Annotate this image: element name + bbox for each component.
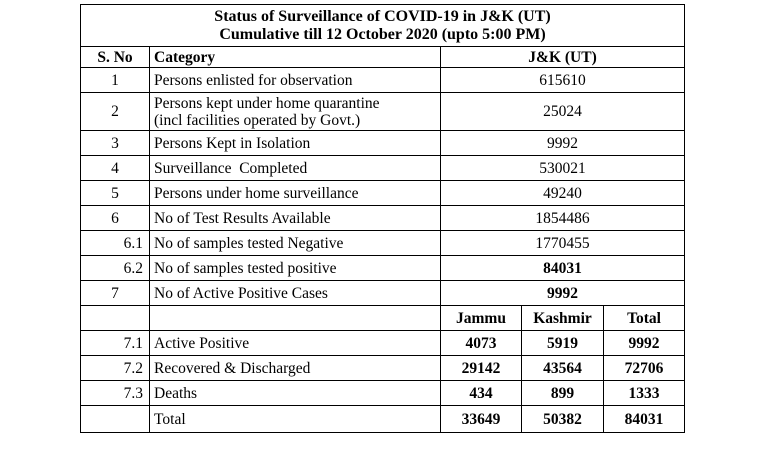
row-total: 1333 (604, 381, 685, 406)
row-sno: 1 (81, 68, 150, 93)
row-value: 9992 (441, 131, 685, 156)
row-value: 84031 (441, 256, 685, 281)
subheader-kashmir: Kashmir (522, 306, 604, 331)
subheader-jammu: Jammu (441, 306, 522, 331)
total-total: 84031 (604, 406, 685, 433)
table-row (81, 93, 685, 131)
row-category-line-1: Persons kept under home quarantine (154, 94, 380, 112)
table-row (81, 156, 685, 181)
table-row (81, 231, 685, 256)
row-value: 49240 (441, 181, 685, 206)
header-sno: S. No (81, 47, 150, 68)
table-row (81, 181, 685, 206)
row-sno: 4 (81, 156, 150, 181)
title-line-1: Status of Surveillance of COVID-19 in J&K (UT) (214, 8, 551, 25)
row-jammu: 29142 (441, 356, 522, 381)
table-row (81, 206, 685, 231)
row-value: 530021 (441, 156, 685, 181)
row-kashmir: 43564 (522, 356, 604, 381)
row-category: No of samples tested Negative (150, 231, 441, 256)
row-kashmir: 899 (522, 381, 604, 406)
title-line-2: Cumulative till 12 October 2020 (upto 5:00 PM) (219, 26, 546, 43)
surveillance-table (80, 4, 685, 433)
row-category: No of Test Results Available (150, 206, 441, 231)
row-sno: 6.1 (81, 231, 150, 256)
row-total: 9992 (604, 331, 685, 356)
row-category: No of Active Positive Cases (150, 281, 441, 306)
table-row (81, 256, 685, 281)
row-category: Surveillance Completed (150, 156, 441, 181)
row-category: Active Positive (150, 331, 441, 356)
row-category: Persons Kept in Isolation (150, 131, 441, 156)
subheader-total: Total (604, 306, 685, 331)
row-value: 1854486 (441, 206, 685, 231)
row-category-line-2: (incl facilities operated by Govt.) (154, 111, 361, 129)
row-jammu: 4073 (441, 331, 522, 356)
table-row (81, 381, 685, 406)
blank-cell (150, 306, 441, 331)
row-sno: 7.1 (81, 331, 150, 356)
row-sno: 7.3 (81, 381, 150, 406)
header-category: Category (150, 47, 441, 68)
row-sno: 3 (81, 131, 150, 156)
row-category: No of samples tested positive (150, 256, 441, 281)
row-category: Persons under home surveillance (150, 181, 441, 206)
total-jammu: 33649 (441, 406, 522, 433)
row-total: 72706 (604, 356, 685, 381)
covid-status-document (80, 4, 684, 433)
row-sno: 2 (81, 93, 150, 131)
blank-cell (81, 306, 150, 331)
row-sno: 7.2 (81, 356, 150, 381)
row-value: 615610 (441, 68, 685, 93)
row-sno: 6.2 (81, 256, 150, 281)
row-category: Persons enlisted for observation (150, 68, 441, 93)
blank-cell (81, 406, 150, 433)
row-value: 1770455 (441, 231, 685, 256)
row-value: 9992 (441, 281, 685, 306)
table-row (81, 356, 685, 381)
table-row (81, 281, 685, 306)
total-kashmir: 50382 (522, 406, 604, 433)
row-kashmir: 5919 (522, 331, 604, 356)
row-jammu: 434 (441, 381, 522, 406)
total-row (81, 406, 685, 433)
table-row (81, 131, 685, 156)
row-sno: 5 (81, 181, 150, 206)
row-category (150, 93, 441, 131)
row-category: Deaths (150, 381, 441, 406)
total-label: Total (150, 406, 441, 433)
row-sno: 7 (81, 281, 150, 306)
table-title (81, 5, 685, 47)
row-sno: 6 (81, 206, 150, 231)
header-jk-ut: J&K (UT) (441, 47, 685, 68)
row-value: 25024 (441, 93, 685, 131)
row-category: Recovered & Discharged (150, 356, 441, 381)
table-row (81, 331, 685, 356)
table-row (81, 68, 685, 93)
